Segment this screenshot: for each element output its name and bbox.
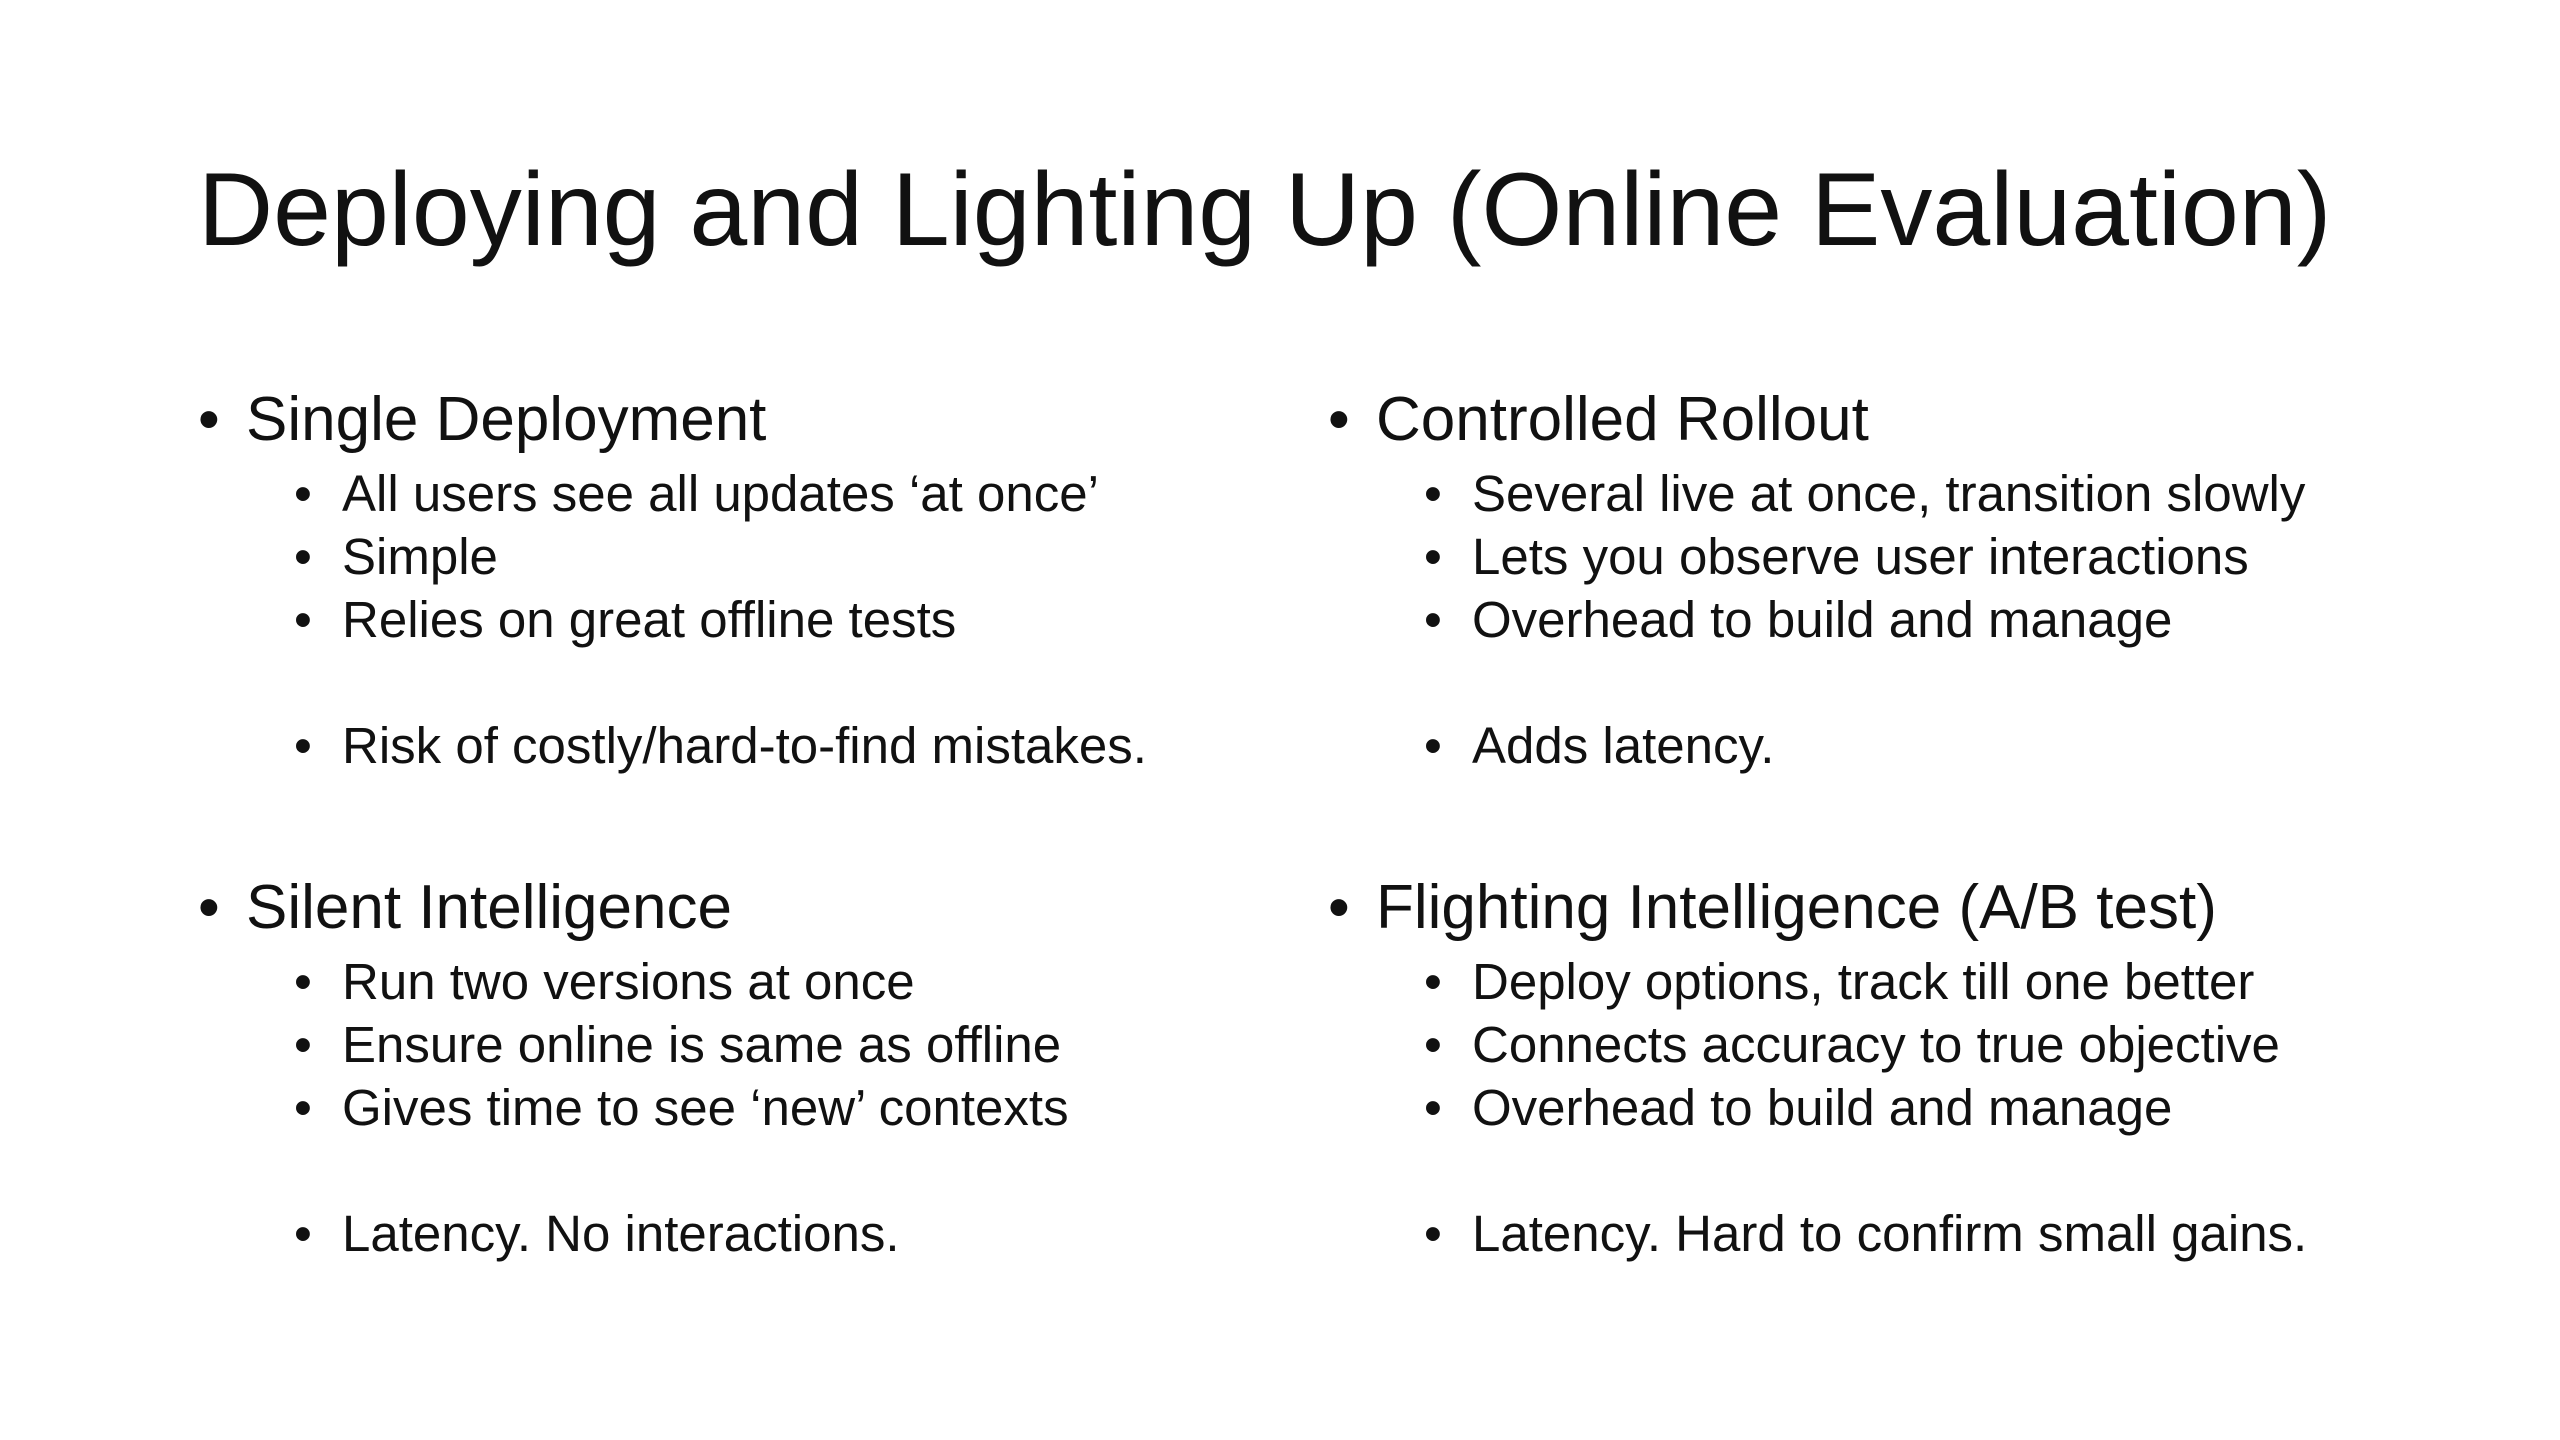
section-heading: • Silent Intelligence xyxy=(198,866,1298,950)
bullet-item: • Simple xyxy=(198,525,1298,588)
bullet-item: • Adds latency. xyxy=(1328,714,2428,777)
section-heading: • Single Deployment xyxy=(198,378,1298,462)
bullet-item: • All users see all updates ‘at once’ xyxy=(198,462,1298,525)
bullet-item: • Latency. No interactions. xyxy=(198,1202,1298,1265)
bullet-item: • Latency. Hard to confirm small gains. xyxy=(1328,1202,2428,1265)
section-flighting-intelligence xyxy=(1328,866,2428,1265)
section-silent-intelligence xyxy=(198,866,1298,1265)
section-single-deployment xyxy=(198,378,1298,777)
bullet-item: • Gives time to see ‘new’ contexts xyxy=(198,1076,1298,1139)
bullet-item: • Overhead to build and manage xyxy=(1328,588,2428,651)
bullet-item: • Connects accuracy to true objective xyxy=(1328,1013,2428,1076)
bullet-item: • Ensure online is same as offline xyxy=(198,1013,1298,1076)
bullet-item: • Several live at once, transition slowly xyxy=(1328,462,2428,525)
bullet-list xyxy=(198,462,1298,777)
section-controlled-rollout xyxy=(1328,378,2428,777)
bullet-item: • Overhead to build and manage xyxy=(1328,1076,2428,1139)
section-heading: • Flighting Intelligence (A/B test) xyxy=(1328,866,2428,950)
bullet-item: • Relies on great offline tests xyxy=(198,588,1298,651)
bullet-item: • Risk of costly/hard-to-find mistakes. xyxy=(198,714,1298,777)
bullet-list xyxy=(1328,462,2428,777)
section-heading: • Controlled Rollout xyxy=(1328,378,2428,462)
slide-title: Deploying and Lighting Up (Online Evaluation) xyxy=(198,152,2332,268)
bullet-item: • Lets you observe user interactions xyxy=(1328,525,2428,588)
bullet-list xyxy=(1328,950,2428,1265)
bullet-list xyxy=(198,950,1298,1265)
bullet-item: • Deploy options, track till one better xyxy=(1328,950,2428,1013)
bullet-item: • Run two versions at once xyxy=(198,950,1298,1013)
